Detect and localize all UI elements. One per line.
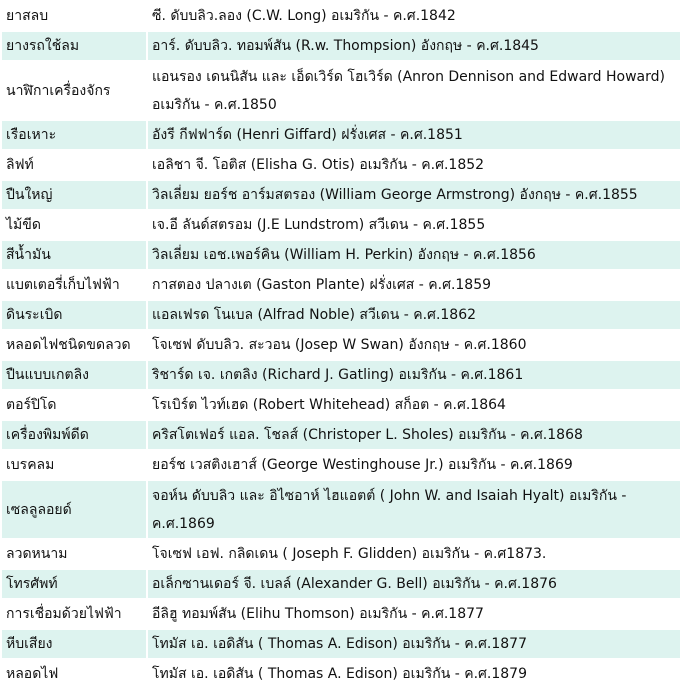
table-row xyxy=(2,2,680,30)
inventor-detail: โทมัส เอ. เอดิสัน ( Thomas A. Edison) อเมริกัน - ค.ศ.1879 xyxy=(148,660,680,688)
invention-name: โทรศัพท์ xyxy=(2,570,146,598)
inventor-detail: จอห์น ดับบลิว และ อิไซอาห์ ไฮแอตต์ ( John W. and Isaiah Hyalt) อเมริกัน - ค.ศ.1869 xyxy=(148,481,680,538)
table-row xyxy=(2,271,680,299)
inventor-detail: แอลเฟรด โนเบล (Alfrad Noble) สวีเดน - ค.ศ.1862 xyxy=(148,301,680,329)
inventor-detail: กาสตอง ปลางเต (Gaston Plante) ฝรั่งเศส - ค.ศ.1859 xyxy=(148,271,680,299)
inventor-detail: อเล็กซานเดอร์ จี. เบลล์ (Alexander G. Bell) อเมริกัน - ค.ศ.1876 xyxy=(148,570,680,598)
table-row xyxy=(2,600,680,628)
invention-name: ปืนแบบเกตลิง xyxy=(2,361,146,389)
invention-name: เซลลูลอยด์ xyxy=(2,481,146,538)
table-row xyxy=(2,32,680,60)
table-row xyxy=(2,241,680,269)
invention-name: ลิฟท์ xyxy=(2,151,146,179)
inventor-detail: ริชาร์ด เจ. เกตลิง (Richard J. Gatling) อเมริกัน - ค.ศ.1861 xyxy=(148,361,680,389)
invention-name: ตอร์ปิโด xyxy=(2,391,146,419)
invention-name: สีน้ำมัน xyxy=(2,241,146,269)
inventor-detail: โจเซฟ ดับบลิว. สะวอน (Josep W Swan) อังกฤษ - ค.ศ.1860 xyxy=(148,331,680,359)
inventor-detail: เจ.อี ลันด์สตรอม (J.E Lundstrom) สวีเดน - ค.ศ.1855 xyxy=(148,211,680,239)
invention-name: เรือเหาะ xyxy=(2,121,146,149)
invention-name: ไม้ขีด xyxy=(2,211,146,239)
table-row xyxy=(2,181,680,209)
inventor-detail: โจเซฟ เอฟ. กลิดเดน ( Joseph F. Glidden) อเมริกัน - ค.ศ1873. xyxy=(148,540,680,568)
invention-name: การเชื่อมด้วยไฟฟ้า xyxy=(2,600,146,628)
inventor-detail: อาร์. ดับบลิว. ทอมพ์สัน (R.w. Thompsion) อังกฤษ - ค.ศ.1845 xyxy=(148,32,680,60)
table-row xyxy=(2,660,680,688)
inventor-detail: เอลิชา จี. โอติส (Elisha G. Otis) อเมริกัน - ค.ศ.1852 xyxy=(148,151,680,179)
table-row xyxy=(2,361,680,389)
table-row xyxy=(2,301,680,329)
invention-name: ยาสลบ xyxy=(2,2,146,30)
invention-name: หลอดไฟชนิดขดลวด xyxy=(2,331,146,359)
inventor-detail: อังรี กีฟฟาร์ด (Henri Giffard) ฝรั่งเศส - ค.ศ.1851 xyxy=(148,121,680,149)
inventor-detail: อีลิฮู ทอมพ์สัน (Elihu Thomson) อเมริกัน - ค.ศ.1877 xyxy=(148,600,680,628)
inventor-detail: วิลเลี่ยม เอช.เพอร์คิน (William H. Perkin) อังกฤษ - ค.ศ.1856 xyxy=(148,241,680,269)
invention-name: หลอดไฟ xyxy=(2,660,146,688)
table-row xyxy=(2,391,680,419)
table-row xyxy=(2,62,680,119)
table-row xyxy=(2,421,680,449)
invention-name: ลวดหนาม xyxy=(2,540,146,568)
inventor-detail: โรเบิร์ต ไวท์เฮด (Robert Whitehead) สก็อต - ค.ศ.1864 xyxy=(148,391,680,419)
table-row xyxy=(2,481,680,538)
invention-name: ยางรถใช้ลม xyxy=(2,32,146,60)
invention-name: เบรคลม xyxy=(2,451,146,479)
invention-name: นาฬิกาเครื่องจักร xyxy=(2,62,146,119)
invention-name: ปืนใหญ่ xyxy=(2,181,146,209)
inventor-detail: แอนรอง เดนนิสัน และ เอ็ดเวิร์ด โฮเวิร์ด (Anron Dennison and Edward Howard) อเมริกัน - ค.ศ.1850 xyxy=(148,62,680,119)
table-row xyxy=(2,331,680,359)
table-row xyxy=(2,570,680,598)
table-row xyxy=(2,151,680,179)
table-row xyxy=(2,211,680,239)
table-row xyxy=(2,540,680,568)
invention-name: หีบเสียง xyxy=(2,630,146,658)
invention-name: ดินระเบิด xyxy=(2,301,146,329)
inventor-detail: วิลเลี่ยม ยอร์ช อาร์มสตรอง (William George Armstrong) อังกฤษ - ค.ศ.1855 xyxy=(148,181,680,209)
inventor-detail: ยอร์ช เวสติงเฮาส์ (George Westinghouse Jr.) อเมริกัน - ค.ศ.1869 xyxy=(148,451,680,479)
table-row xyxy=(2,451,680,479)
table-row xyxy=(2,630,680,658)
invention-name: แบตเตอรี่เก็บไฟฟ้า xyxy=(2,271,146,299)
inventor-detail: ซี. ดับบลิว.ลอง (C.W. Long) อเมริกัน - ค.ศ.1842 xyxy=(148,2,680,30)
invention-name: เครื่องพิมพ์ดีด xyxy=(2,421,146,449)
inventor-detail: คริสโตเฟอร์ แอล. โชลส์ (Christoper L. Sholes) อเมริกัน - ค.ศ.1868 xyxy=(148,421,680,449)
table-row xyxy=(2,121,680,149)
inventor-detail: โทมัส เอ. เอดิสัน ( Thomas A. Edison) อเมริกัน - ค.ศ.1877 xyxy=(148,630,680,658)
